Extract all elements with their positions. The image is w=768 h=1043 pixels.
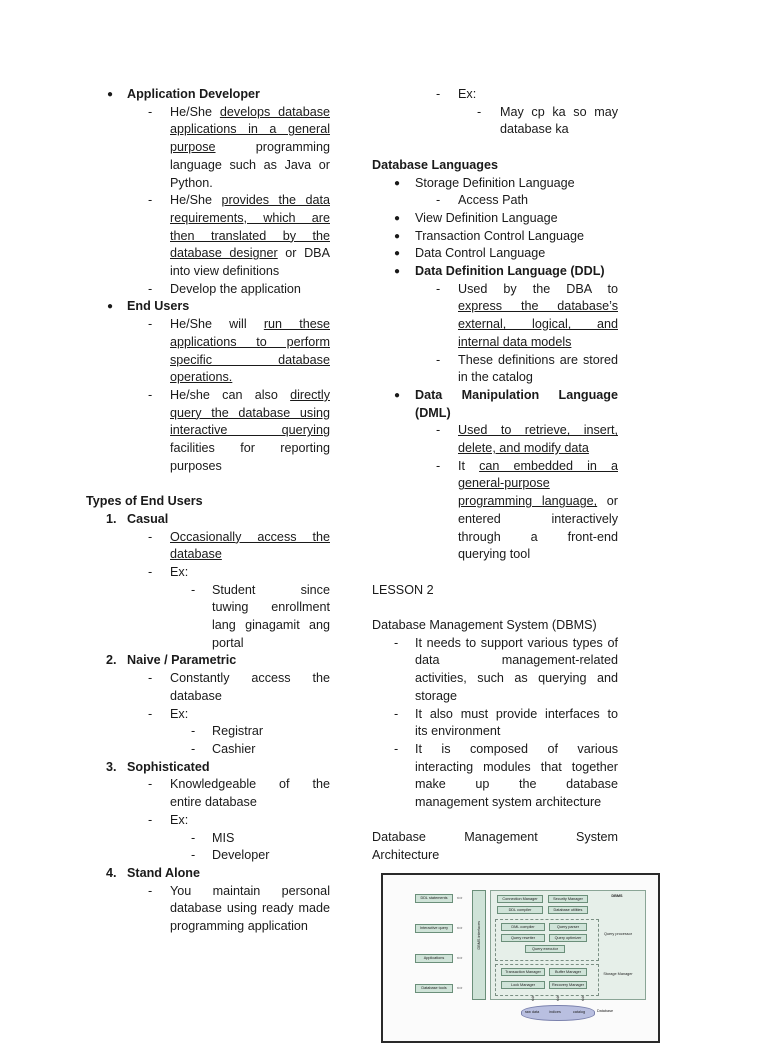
bullet-end-users — [86, 298, 330, 316]
ddl-compiler-box: DDL compiler — [497, 906, 543, 914]
lesson-label: LESSON 2 — [372, 582, 434, 597]
applications-box: Applications — [415, 954, 453, 963]
bullet-dot: ● — [394, 248, 401, 260]
up-down-arrow-icon: ⇕ — [530, 996, 536, 1003]
dbms-architecture-figure — [381, 873, 660, 1043]
recovery-manager-box: Recovery Manager — [549, 981, 587, 989]
buffer-manager-box: Buffer Manager — [549, 968, 587, 976]
query-processor-label: Query processor — [603, 932, 633, 936]
raw-data-label: raw data — [524, 1010, 540, 1014]
bullet-dot: ● — [394, 230, 401, 242]
transaction-manager-box: Transaction Manager — [501, 968, 545, 976]
query-rewriter-box: Query rewriter — [501, 934, 545, 942]
bullet-dot: ● — [107, 301, 114, 313]
type-stand-alone: 4. Stand Alone — [106, 865, 200, 880]
end-users-item-1: - He/She will run these applications to perform specific database operations. — [148, 317, 330, 385]
lock-manager-box: Lock Manager — [501, 981, 545, 989]
dbms-interfaces-bar: DBMS interfaces — [472, 890, 486, 1000]
database-languages-heading: Database Languages — [372, 157, 498, 172]
bullet-dot: ● — [107, 89, 114, 100]
query-optimizer-box: Query optimizer — [549, 934, 587, 942]
type-casual: 1. Casual — [106, 511, 169, 526]
ddl-statements-box: DDL statements — [415, 894, 453, 903]
app-dev-item-3: - Develop the application — [148, 281, 301, 296]
bullet-application-developer — [86, 86, 330, 104]
indices-label: indices — [549, 1010, 561, 1014]
double-arrow-icon: ⇔ — [455, 952, 464, 962]
right-column: - Ex: - May cp ka so may database ka Database Languages ● Storage Definition Language - Access Path ● View Definition Language ● Transaction Control Language ● Data Control Language ● Data Definition Language (DDL) - Used by the DBA to express the database’s external, logical, and internal data models - These definitions are stored in the catalog ● Data Manipulation Language (DML) - Used to retrieve, insert, delete, and modify data - It can embedded in a general-purpose programming language, or entered interactively through a front-end querying tool LESSON 2 Database Management System (DBMS) - It needs to support various types of data management-related activities, such as querying and storage - It also must provide interfaces to its environment - It is composed of various interacting modules that together make up the database management system architecture Database Management System Architecture — [372, 86, 618, 865]
bullet-dot: ● — [394, 177, 401, 189]
database-tools-box: Database tools — [415, 984, 453, 993]
double-arrow-icon: ⇔ — [455, 892, 464, 902]
type-sophisticated: 3. Sophisticated — [106, 759, 210, 774]
dbms-heading: Database Management System (DBMS) — [372, 618, 597, 633]
connection-manager-box: Connection Manager — [497, 895, 543, 903]
type-naive: 2. Naive / Parametric — [106, 653, 237, 668]
end-users-item-2: - He/she can also directly query the database using interactive querying facilities for reporting purposes — [148, 387, 330, 473]
left-column: ● Application Developer - He/She develops database applications in a general purpose programming language such as Java or Python. - He/She provides the data requirements, which are then translated by the database designer or DBA into view definitions - Develop the application ● End Users - He/She will run these applications to perform specific database operations. - He/she can also directly query the database using interactive querying facilities for reporting purposes Types of End Users 1. Casual - Occasionally access the database - Ex: - Student since tuwing enrollment lang ginagamit ang portal 2. Naive / Parametric - Constantly access the database - Ex: - Registrar - Cashier 3. Sophisticated - Knowledgeable of the entire database - Ex: - MIS - Developer 4. Stand Alone - You maintain personal database using ready made programming application — [86, 87, 330, 934]
up-down-arrow-icon: ⇕ — [555, 996, 561, 1003]
interactive-query-box: Interactive query — [415, 924, 453, 933]
dml-compiler-box: DML compiler — [501, 923, 545, 931]
storage-manager-label: Storage Manager — [603, 972, 633, 976]
bullet-dot: ● — [394, 266, 401, 278]
architecture-heading-line1: Database Management System — [372, 830, 618, 845]
bullet-dot: ● — [394, 389, 401, 401]
types-of-end-users-heading: Types of End Users — [86, 494, 203, 509]
bullet-dot: ● — [394, 212, 401, 224]
app-dev-item-1: - He/She develops database applications in a general purpose programming language such as Java or Python. — [148, 104, 330, 190]
query-executor-box: Query executor — [525, 945, 565, 953]
double-arrow-icon: ⇔ — [455, 922, 464, 932]
catalog-label: catalog — [572, 1010, 586, 1014]
architecture-heading-line2: Architecture — [372, 848, 440, 863]
query-parser-box: Query parser — [549, 923, 587, 931]
application-developer-title: Application Developer — [127, 87, 260, 101]
app-dev-item-2: - He/She provides the data requirements, which are then translated by the database designer or DBA into view definitions — [148, 193, 330, 279]
database-utilities-box: Database utilities — [548, 906, 588, 914]
end-users-title: End Users — [127, 299, 190, 314]
up-down-arrow-icon: ⇕ — [580, 996, 586, 1003]
dbms-label: DBMS — [611, 894, 623, 898]
security-manager-box: Security Manager — [548, 895, 588, 903]
double-arrow-icon: ⇔ — [455, 982, 464, 992]
database-label: Database — [596, 1009, 614, 1013]
